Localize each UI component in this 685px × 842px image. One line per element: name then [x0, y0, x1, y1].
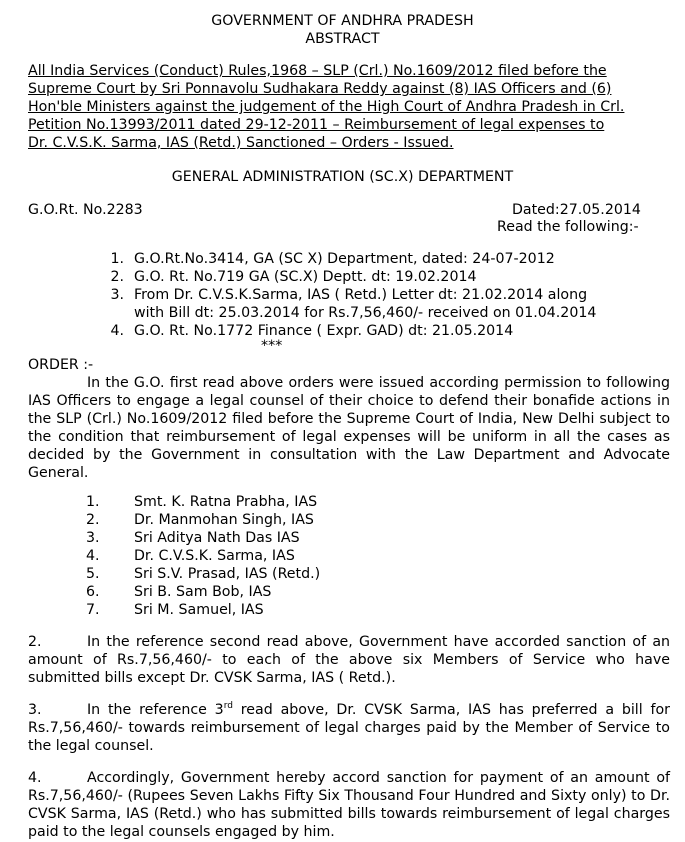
officer-number: 6. [86, 584, 100, 600]
abstract-heading: ABSTRACT [305, 31, 380, 47]
paragraph-text: In the reference second read above, Government have accorded sanction of an amount of Rs.7,56,460/- to each of the above six Members of Service who have submitted bills except Dr. CVSK Sarma, IAS ( Retd.). [28, 634, 670, 686]
paragraph-number: 2. [28, 634, 42, 650]
order-paragraph-1: In the G.O. first read above orders were issued according permission to following IAS Officers to engage a legal counsel of their choice to defend their bonafide actions in the SLP (Crl.) No.1609/2012 filed before the Supreme Court of India, New Delhi subject to the condition that reimbursement of legal expenses will be uniform in all the cases as decided by the Government in consultation with the Law Department and Advocate General. [28, 375, 670, 481]
separator-stars: *** [261, 338, 283, 354]
order-label: ORDER :- [28, 357, 94, 373]
reference-number: 2. [110, 269, 124, 285]
officer-name: Dr. C.V.S.K. Sarma, IAS [134, 548, 295, 564]
paragraph-text: In the reference 3 [87, 702, 224, 718]
officer-number: 2. [86, 512, 100, 528]
go-number: G.O.Rt. No.2283 [28, 202, 143, 218]
paragraph-text: Accordingly, Government hereby accord sanction for payment of an amount of Rs.7,56,460/- (Rupees Seven Lakhs Fifty Six Thousand Four Hundred and Sixty only) to Dr. CVSK Sarma, IAS (Retd.) who has submitted bills towards reimbursement of legal charges paid to the legal counsels engaged by him. [28, 770, 670, 840]
paragraph-text: read above, Dr. CVSK Sarma, IAS has preferred a bill for Rs.7,56,460/- towards reimbursement of legal charges paid by the Member of Service to the legal counsel. [28, 702, 670, 754]
paragraph-3 [28, 701, 670, 755]
reference-number: 4. [110, 323, 124, 339]
abstract-line-4: Petition No.13993/2011 dated 29-12-2011 – Reimbursement of legal expenses to [28, 117, 605, 133]
abstract-line-2: Supreme Court by Sri Ponnavolu Sudhakara Reddy against (8) IAS Officers and (6) [28, 81, 612, 97]
abstract-line-1: All India Services (Conduct) Rules,1968 – SLP (Crl.) No.1609/2012 filed before the [28, 63, 607, 79]
officer-name: Dr. Manmohan Singh, IAS [134, 512, 314, 528]
government-heading: GOVERNMENT OF ANDHRA PRADESH [211, 13, 474, 29]
officer-number: 4. [86, 548, 100, 564]
abstract-subject [28, 62, 670, 152]
reference-text: G.O.Rt.No.3414, GA (SC X) Department, dated: 24-07-2012 [134, 251, 555, 267]
officer-number: 3. [86, 530, 100, 546]
officer-number: 1. [86, 494, 100, 510]
reference-text: From Dr. C.V.S.K.Sarma, IAS ( Retd.) Letter dt: 21.02.2014 along [134, 287, 588, 303]
reference-number: 1. [110, 251, 124, 267]
officer-number: 7. [86, 602, 100, 618]
paragraph-number: 4. [28, 770, 42, 786]
paragraph-number: 3. [28, 702, 42, 718]
ordinal-suffix: rd [223, 701, 233, 711]
reference-text: G.O. Rt. No.1772 Finance ( Expr. GAD) dt: 21.05.2014 [134, 323, 514, 339]
reference-text: G.O. Rt. No.719 GA (SC.X) Deptt. dt: 19.02.2014 [134, 269, 477, 285]
officer-name: Sri B. Sam Bob, IAS [134, 584, 272, 600]
abstract-line-5: Dr. C.V.S.K. Sarma, IAS (Retd.) Sanctioned – Orders - Issued. [28, 135, 454, 151]
officer-number: 5. [86, 566, 100, 582]
officer-name: Smt. K. Ratna Prabha, IAS [134, 494, 318, 510]
go-date: Dated:27.05.2014 [512, 202, 641, 218]
officer-name: Sri Aditya Nath Das IAS [134, 530, 300, 546]
paragraph-2 [28, 633, 670, 687]
officer-name: Sri S.V. Prasad, IAS (Retd.) [134, 566, 321, 582]
paragraph-4 [28, 769, 670, 841]
officer-name: Sri M. Samuel, IAS [134, 602, 264, 618]
read-following-label: Read the following:- [497, 219, 639, 235]
department-heading: GENERAL ADMINISTRATION (SC.X) DEPARTMENT [171, 169, 514, 185]
reference-text: with Bill dt: 25.03.2014 for Rs.7,56,460/- received on 01.04.2014 [134, 305, 597, 321]
abstract-line-3: Hon'ble Ministers against the judgement of the High Court of Andhra Pradesh in Crl. [28, 99, 625, 115]
reference-number: 3. [110, 287, 124, 303]
